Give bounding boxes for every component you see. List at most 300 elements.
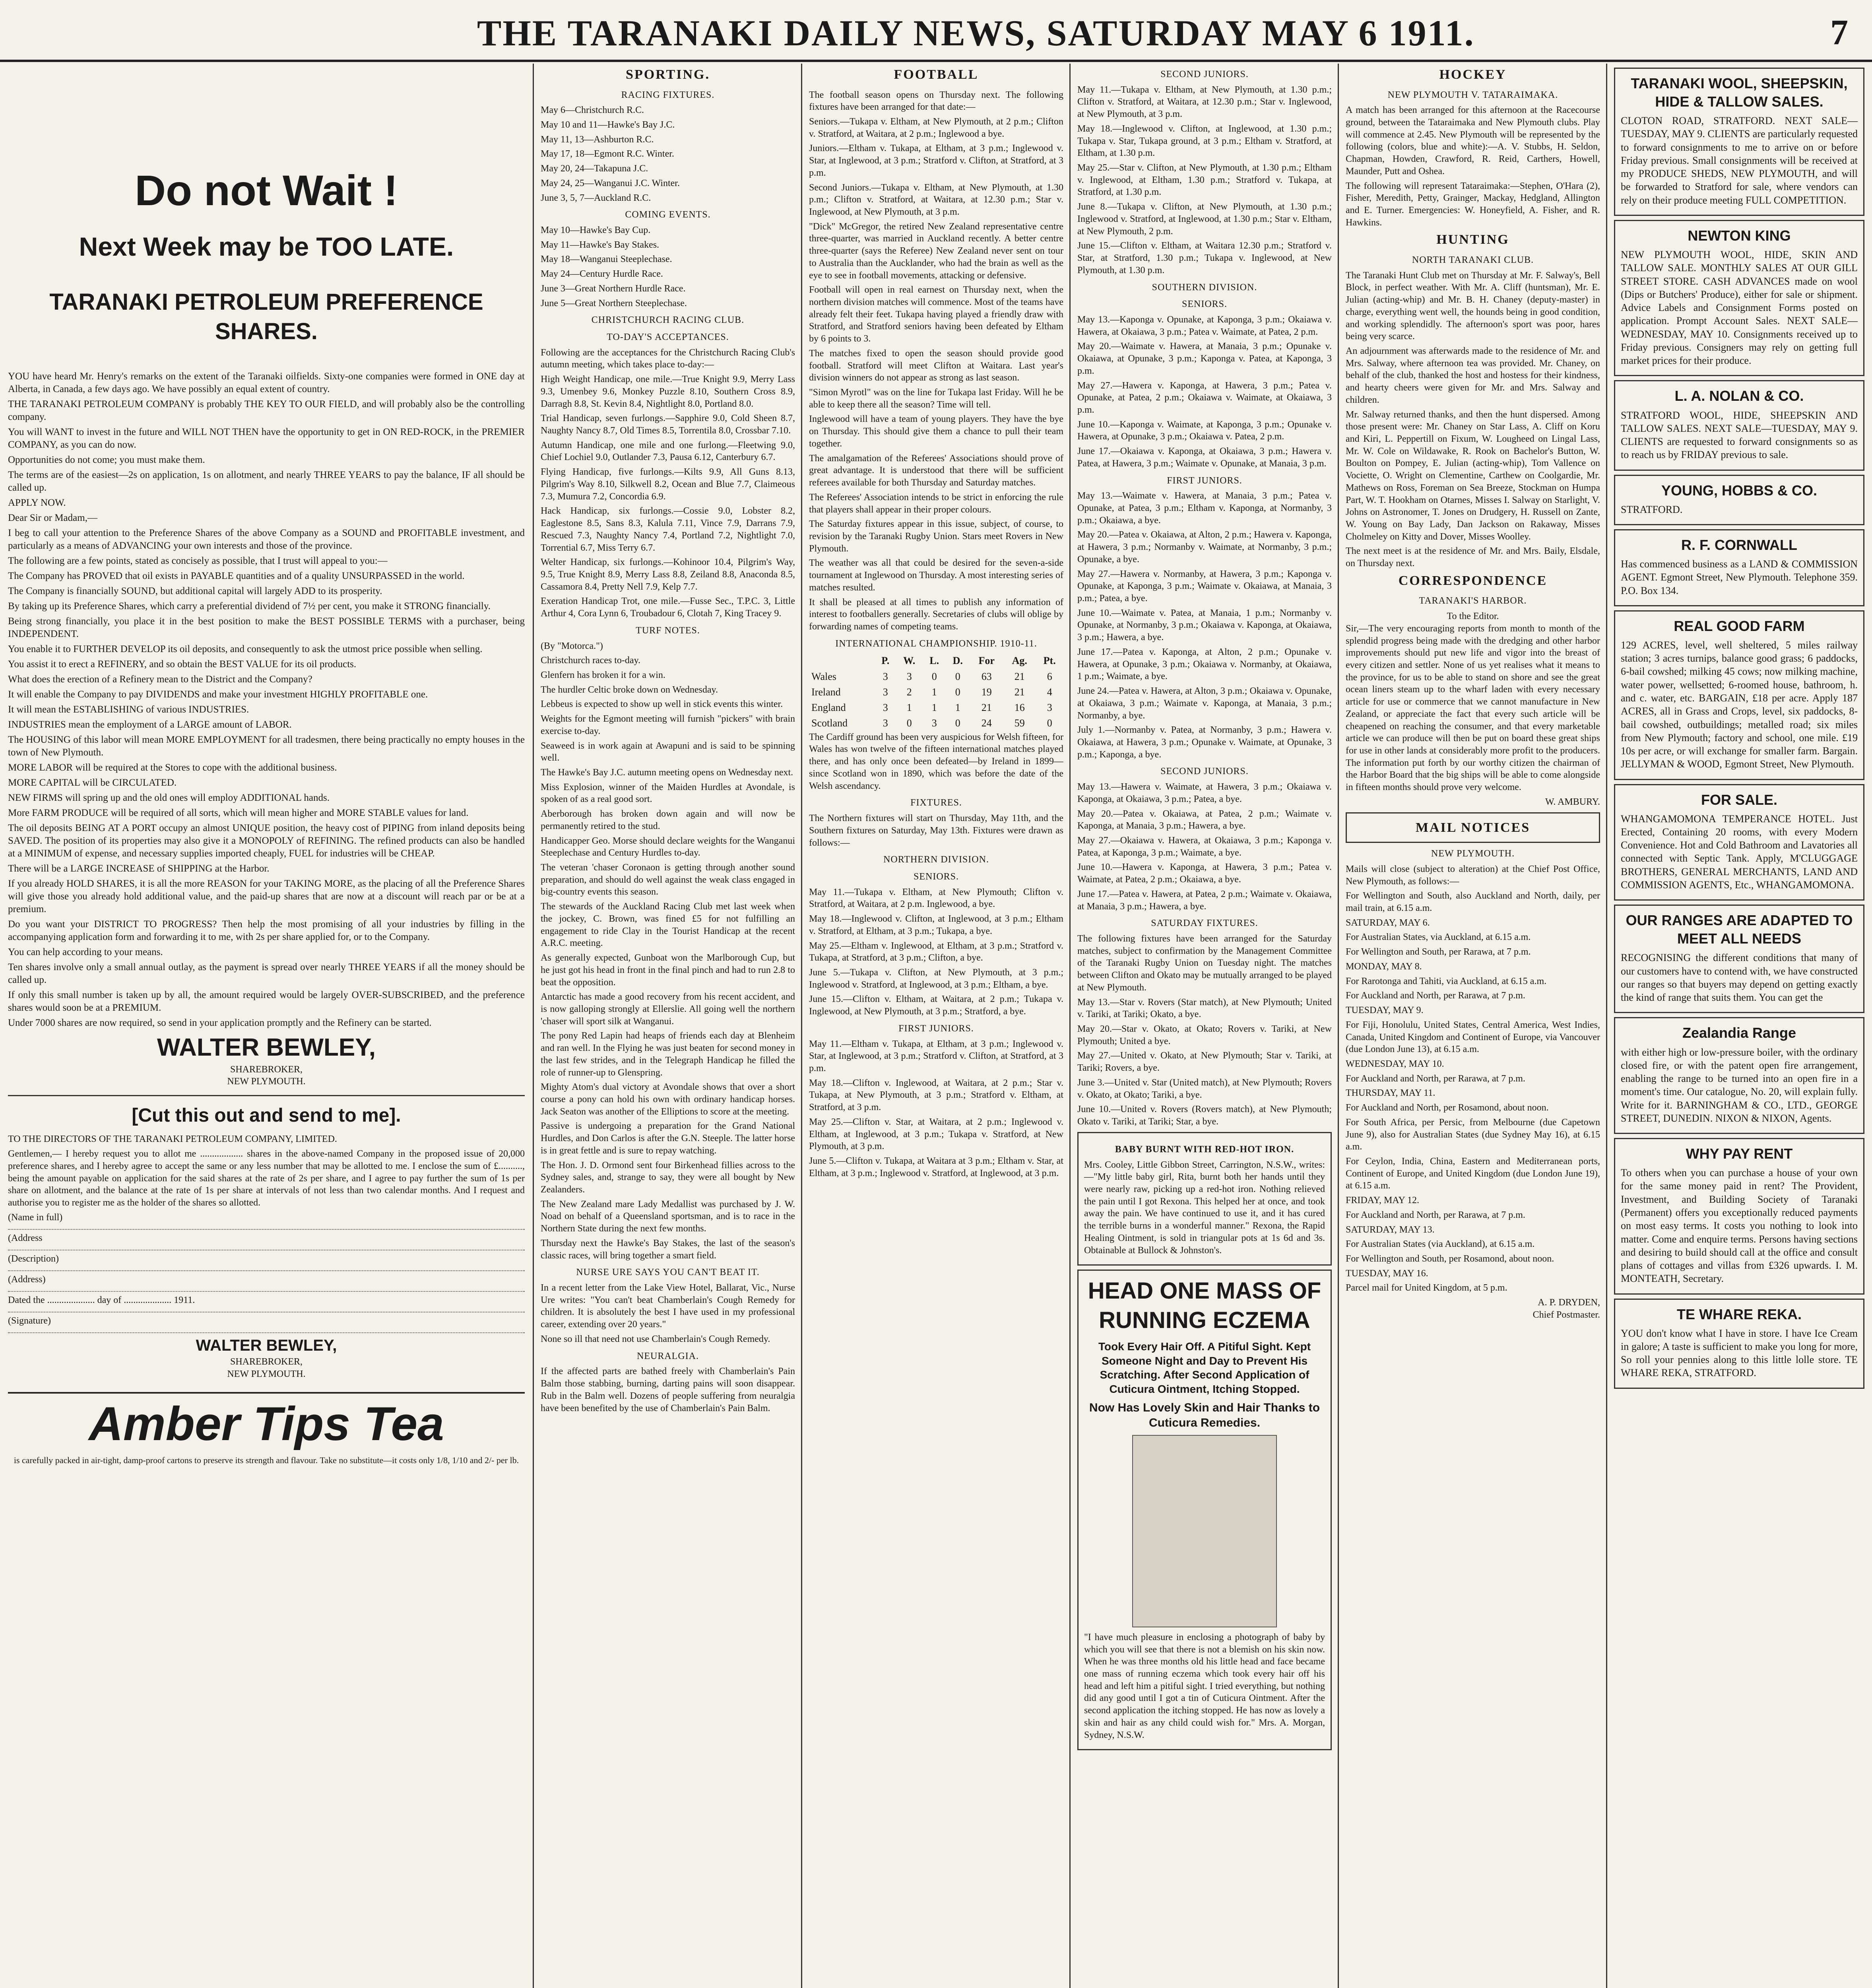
football-paragraph: "Simon Myrotl" was on the line for Tukapa last Friday. Will he be able to keep there all the season? Time will tell. [809,387,1063,410]
table-cell: 2 [906,686,912,698]
correspondence-title: TARANAKI'S HARBOR. [1419,596,1527,606]
headline-petroleum-shares: TARANAKI PETROLEUM PREFERENCE SHARES. [49,289,483,344]
nurse-ure-paragraph: In a recent letter from the Lake View Hotel, Ballarat, Vic., Nurse Ure writes: "You can't beat Chamberlain's Cough Remedy for children. It is absolutely the best I have used in my professional career, extending over 20 years." [541,1283,795,1330]
football-news [809,89,1063,633]
ad-paragraph: THE TARANAKI PETROLEUM COMPANY is probably THE KEY TO OUR FIELD, and will probably also be the controlling company. [8,399,525,423]
turf-note: Miss Explosion, winner of the Maiden Hurdles at Avondale, is spoken of as a real good sort. [541,782,795,805]
fixture-entry: June 15.—Clifton v. Eltham, at Waitara, at 2 p.m.; Tukapa v. Inglewood, at New Plymouth, at 3 p.m.; Stratford, a bye. [809,994,1063,1017]
classified-ad [1614,380,1864,470]
fixture-entry: June 5.—Tukapa v. Clifton, at New Plymouth, at 3 p.m.; Inglewood v. Stratford, at Inglewood, at 3 p.m.; Eltham, a bye. [809,967,1063,990]
turf-note: The Hon. J. D. Ormond sent four Birkenhead fillies across to the Sydney sales, and, strange to say, they were all bought by New Zealanders. [541,1160,795,1195]
turf-note: Christchurch races to-day. [541,655,641,666]
fixture-entry: May 18.—Inglewood v. Clifton, at Inglewood, at 1.30 p.m.; Tukapa v. Star, Tukapa ground, at 3 p.m.; Eltham v. Stratford, at Eltham, at 1.30 p.m. [1077,123,1332,159]
ad-paragraph: It will enable the Company to pay DIVIDENDS and make your investment HIGHLY PROFITABLE one. [8,689,428,700]
baby-photo-illustration [1132,1435,1277,1627]
ad-paragraph: Opportunities do not come; you must make them. [8,454,205,466]
ad-paragraph: You will WANT to invest in the future and WILL NOT THEN have the opportunity to get in ON RED-ROCK, in the PREMIER COMPANY, as you can do now. [8,427,525,450]
table-cell: 3 [906,670,912,682]
table-cell: 63 [981,670,992,682]
correspondence-text: Sir,—The very encouraging reports from month to month of the splendid progress being made with the dredging and other harbor improvements should put new life and vigor into the breast of every citizen and settler. None of us yet realises what it means to the province, for us to be able to stand on shore and see the great ocean liners steam up to the wharf laden with every necessary article for use or commerce that we cannot manufacture in New Zealand, or appreciate the fact that every such article will be cheapened on reaching the consumer, and that every marketable article we can produce will then be put on board these great ships for use in other lands at considerably more profit to the producers. The information put forth by our worthy citizen the chairman of the Harbor Board that the big ships will be able to come alongside in fifteen months should prove very welcome. [1346,623,1600,793]
masthead-title: THE TARANAKI DAILY NEWS, SATURDAY MAY 6 1911. [477,13,1475,53]
ad-paragraph: It will mean the ESTABLISHING of various INDUSTRIES. [8,704,249,715]
masthead [0,0,1872,62]
fixture-entry: June 10.—Hawera v. Kaponga, at Hawera, 3 p.m.; Patea v. Waimate, at Patea, 2 p.m.; Okaiawa, a bye. [1077,862,1332,885]
table-header-cell: D. [952,655,963,667]
headline-next-week: Next Week may be TOO LATE. [79,232,454,262]
fixture-entry: June 17.—Patea v. Hawera, at Patea, 2 p.m.; Waimate v. Okaiawa, at Manaia, 3 p.m.; Hawera, a bye. [1077,889,1332,912]
ad-paragraph: The following are a few points, stated as concisely as possible, that I trust will appeal to you:— [8,555,388,567]
football-paragraph: Football will open in real earnest on Thursday next, when the northern division matches will commence. Most of the teams have already felt their feet. Tukapa having played a friendly draw with Stratford, and Stratford seniors having been defeated by Eltham by 6 points to 3. [809,285,1063,344]
mail-notice-line: For Ceylon, India, China, Eastern and Mediterranean ports, Continent of Europe, and United Kingdom (due London June 19), at 6.15 a.m. [1346,1156,1600,1191]
mail-notices-heading: MAIL NOTICES [1346,812,1600,843]
first-juniors-fixtures [809,1038,1063,1180]
turf-note: Mighty Atom's dual victory at Avondale shows that over a short course a pony can hold his own with ordinary handicap horses. Jack Seaton was another of the Elliptions to score at the meeting. [541,1082,795,1117]
classified-ad-heading: FOR SALE. [1701,791,1777,808]
column-classified-ads [1614,64,1864,1988]
football-paragraph: "Dick" McGregor, the retired New Zealand representative centre three-quarter, was married in Auckland recently. A better centre three-quarter (says the Referee) New Zealand never sent on tour to Australia than the Aucklander, who had the brain as well as the eye to see in football movements, attacking or defensive. [809,221,1063,281]
football-paragraph: The matches fixed to open the season should provide good football. Stratford will meet Clifton at Waitara. Last year's division winners do not appear as strong as last season. [809,348,1063,383]
fixture-entry: June 24.—Patea v. Hawera, at Alton, 3 p.m.; Okaiawa v. Opunake, at Okaiawa, 3 p.m.; Waimate v. Kaponga, at Manaia, 3 p.m.; Normanby, a bye. [1077,686,1332,721]
classified-ad-heading: WHY PAY RENT [1686,1145,1793,1162]
table-cell: 1 [955,702,960,714]
ad-paragraph: Ten shares involve only a small annual outlay, as the payment is spread over nearly THREE YEARS if all the money should be called up. [8,962,525,986]
fixture-entry: May 13.—Hawera v. Waimate, at Hawera, 3 p.m.; Okaiawa v. Kaponga, at Okaiawa, 3 p.m.; Patea, a bye. [1077,782,1332,804]
classified-ad-heading: L. A. NOLAN & CO. [1674,388,1804,404]
form-field-line: (Description) [8,1253,525,1271]
cut-out-heading: [Cut this out and send to me]. [132,1105,401,1126]
ad-paragraph: NEW FIRMS will spring up and the old ones will employ ADDITIONAL hands. [8,792,330,804]
acceptance-entry: Following are the acceptances for the Christchurch Racing Club's autumn meeting, which takes place to-day:— [541,347,795,370]
table-cell: 19 [981,686,992,698]
turf-note: The pony Red Lapin had heaps of friends each day at Blenheim and ran well. In the Flying he was just beaten for second money in the last few strides, and in the Telegraph Handicap he filled the role of runner-up to Glenspring. [541,1031,795,1078]
classified-ad-text: STRATFORD. [1621,503,1683,515]
table-cell: 6 [1047,670,1052,682]
racing-fixture: May 11, 13—Ashburton R.C. [541,134,654,145]
acceptance-entry: Exeration Handicap Trot, one mile.—Fusse Sec., T.P.C. 3, Little Arthur 4, Cora Lynn 6, Troubadour 6, Clotah 7, King Tracey 9. [541,596,795,619]
turf-note: The stewards of the Auckland Racing Club met last week when the jockey, C. Brown, was fined £5 for not fulfilling an engagement to ride Clay in the Tourist Handicap at the recent A.R.C. meeting. [541,901,795,949]
ad-paragraph: There will be a LARGE INCREASE of SHIPPING at the Harbor. [8,863,270,874]
table-cell: 21 [1014,686,1025,698]
coming-event: May 10—Hawke's Bay Cup. [541,225,651,235]
fixtures-intro: The Northern fixtures will start on Thursday, May 11th, and the Southern fixtures on Saturday, May 13th. Fixtures were drawn as follows:— [809,813,1063,848]
correspondence-heading: CORRESPONDENCE [1398,573,1548,588]
column-football [809,64,1063,1988]
classified-ad-heading: YOUNG, HOBBS & CO. [1661,482,1818,499]
fixture-entry: June 10.—United v. Rovers (Rovers match), at New Plymouth; Okato v. Tariki, at Tariki; Star, a bye. [1077,1104,1332,1127]
petroleum-ad-body [8,370,525,1029]
fixture-entry: May 27.—United v. Okato, at New Plymouth; Star v. Tariki, at Tariki; Rovers, a bye. [1077,1050,1332,1074]
nurse-ure-heading: NURSE URE SAYS YOU CAN'T BEAT IT. [576,1267,760,1278]
amber-tips-tea-ad: Amber Tips Tea [8,1392,525,1455]
column-hockey-hunting [1346,64,1600,1988]
classified-ad-text: RECOGNISING the different conditions that many of our customers have to contend with, we have constructed our ranges so that buyers may depend on getting exactly the kind of range that suits them. You can get the [1621,952,1858,1004]
racing-fixture: May 6—Christchurch R.C. [541,105,644,116]
turf-notes-heading: TURF NOTES. [636,625,700,636]
fixture-entry: May 13.—Star v. Rovers (Star match), at New Plymouth; United v. Tariki, at Tariki; Okato, a bye. [1077,997,1332,1020]
table-cell: 4 [1047,686,1052,698]
table-cell: 0 [1047,717,1052,729]
fixture-entry: June 3.—United v. Star (United match), at New Plymouth; Rovers v. Okato, at Okato; Tariki, a bye. [1077,1077,1332,1100]
saturday-fixtures-list [1077,996,1332,1128]
rexona-heading: BABY BURNT WITH RED-HOT IRON. [1115,1144,1294,1155]
acceptance-entry: Trial Handicap, seven furlongs.—Sapphire 9.0, Cold Sheen 8.7, Naughty Nancy 8.7, Old Times 8.5, Torrentila 8.0, Crossbar 7.10. [541,413,795,436]
ad-paragraph: The HOUSING of this labor will mean MORE EMPLOYMENT for all tradesmen, there being practically no empty houses in the town of New Plymouth. [8,734,525,758]
column-rule [801,64,802,1988]
classified-ad-heading: Zealandia Range [1682,1025,1796,1041]
fixture-entry: May 11.—Eltham v. Tukapa, at Eltham, at 3 p.m.; Inglewood v. Star, at Inglewood, at 3 p.m.; Stratford v. Clifton, at Stratford, at 3 p.m. [809,1039,1063,1074]
table-cell: 21 [1014,670,1025,682]
turf-note: The Hawke's Bay J.C. autumn meeting opens on Wednesday next. [541,767,793,778]
rexona-text: Mrs. Cooley, Little Gibbon Street, Carrington, N.S.W., writes:—"My little baby girl, Rita, burnt both her hands until they were nearly raw, picking up a red-hot iron. Nothing relieved the pain until I got Rexona. This helped her at once, and took away the pain. We have continued to use it, and it has cured the terrible burns in a wonderful manner." Rexona, the Rapid Healing Ointment, is sold in triangular pots at 1s 6d and 3s. Obtainable at Bullock & Johnston's. [1084,1159,1325,1256]
turf-note: Seaweed is in work again at Awapuni and is said to be spinning well. [541,740,795,763]
football-paragraph: The Saturday fixtures appear in this issue, subject, of course, to revision by the Taranaki Rugby Union. Stars meet Rovers in New Plymouth. [809,519,1063,554]
hunting-paragraph: An adjournment was afterwards made to the residence of Mr. and Mrs. Salway, where afternoon tea was provided. Mr. Chaney, on behalf of the club, thanked the host and hostess for their kindness, and hearty cheers were given for Mr. and Mrs. Salway and children. [1346,346,1600,405]
racing-fixture: May 10 and 11—Hawke's Bay J.C. [541,119,675,130]
table-cell: 3 [883,702,888,714]
table-row [809,715,1063,731]
fixture-entry: May 25.—Clifton v. Star, at Waitara, at 2 p.m.; Inglewood v. Eltham, at Inglewood, at 3 p.m.; Tukapa v. Stratford, at New Plymouth, at 3 p.m. [809,1116,1063,1152]
turf-note: Lebbeus is expected to show up well in stick events this winter. [541,699,783,710]
table-cell: 0 [906,717,912,729]
classified-ad-text: To others when you can purchase a house of your own for the same money paid in rent? The Provident, Investment, and Building Society of Taranaki (Permanent) offers you exceptionally reduced payments on most easy terms. It costs you nothing to look into matter. Come and enquire terms. Persons having sections and desiring to build should call at the office and consult plans of cottages and villas from £326 upwards. I. M. MONTEATH, Secretary. [1621,1167,1858,1285]
neuralgia-text: If the affected parts are bathed freely with Chamberlain's Pain Balm those stabbing, burning, darting pains will soon disappear. Rub in the Balm well. Dozens of people suffering from neuralgia have been benefited by the use of Chamberlain's Pain Balm. [541,1366,795,1413]
fixture-entry: May 11.—Tukapa v. Eltham, at New Plymouth; Clifton v. Stratford, at Waitara, at 2 p.m. Inglewood, a bye. [809,887,1063,910]
acceptance-entry: Flying Handicap, five furlongs.—Kilts 9.9, All Guns 8.13, Pilgrim's Way 8.10, Silkwell 8.2, Ocean and Blue 7.7, Claimeous 7.3, Mumura 7.2, Concordia 6.9. [541,467,795,502]
football-paragraph: The Referees' Association intends to be strict in enforcing the rule that players shall appear in their proper colours. [809,492,1063,515]
fixture-entry: June 17.—Okaiawa v. Kaponga, at Okaiawa, 3 p.m.; Hawera v. Patea, at Hawera, 3 p.m.; Waimate v. Opunake, at Manaia, 3 p.m. [1077,446,1332,469]
table-header-cell: L. [929,655,939,667]
hunting-heading: HUNTING [1436,232,1509,247]
mail-notice-line: For South Africa, per Persic, from Melbourne (due Capetown June 9), also for Australian States (due Sydney May 16), at 6.15 a.m. [1346,1117,1600,1152]
turf-notes-list [541,640,795,1262]
hockey-text-2: The following will represent Tataraimaka:—Stephen, O'Hara (2), Fisher, Meredith, Petty, Grainger, Mackay, Hedgland, Allington and E. Turner. Emergencies: W. Honeyfield, A. Fisher, and R. Hawkins. [1346,181,1600,228]
classified-ad-heading: NEWTON KING [1688,227,1791,244]
classified-ad-heading: REAL GOOD FARM [1674,617,1805,634]
table-cell: 1 [906,702,912,714]
ad-paragraph: By taking up its Preference Shares, which carry a preferential dividend of 7½ per cent, you make it STRONG financially. [8,601,491,612]
neuralgia-heading: NEURALGIA. [637,1351,699,1361]
ad-paragraph: If you already HOLD SHARES, it is all the more REASON for your TAKING MORE, as the placing of all the Preference Shares will give those you already hold additional value, and the paid-up shares that are now at a discount will reach par or be at a premium. [8,878,525,915]
mail-notice-line: SATURDAY, MAY 6. [1346,917,1430,928]
ad-paragraph: More FARM PRODUCE will be required of all sorts, which will mean higher and MORE STABLE values for land. [8,808,469,819]
fixture-entry: June 10.—Kaponga v. Waimate, at Kaponga, 3 p.m.; Opunake v. Hawera, at Opunake, 3 p.m.; Okaiawa v. Patea, 2 p.m. [1077,419,1332,442]
ad-paragraph: The oil deposits BEING AT A PORT occupy an almost UNIQUE position, the heavy cost of PIPING from inland deposits being SAVED. The position of its properties may also give it a MONOPOLY of REFINING. The refined products can also be handled at a MINIMUM of expense, and necessary supplies imported cheaply, FUEL for industries will be CHEAP. [8,823,525,859]
mail-notice-line: For Wellington and South, per Rarawa, at 7 p.m. [1346,947,1531,957]
cuticura-headline-2: RUNNING ECZEMA [1099,1307,1310,1334]
turf-note: The veteran 'chaser Coronaon is getting through another sound preparation, and should do well against the weak class engaged in big-country events this season. [541,862,795,897]
ad-paragraph: You enable it to FURTHER DEVELOP its oil deposits, and consequently to ask the utmost price possible when selling. [8,644,483,655]
rexona-ad [1077,1132,1332,1266]
saturday-fixtures-intro: The following fixtures have been arranged for the Saturday matches, subject to confirmation by the Management Committee of the Taranaki Rugby Union on Tuesday night. The matches between Clifton and Okato may be mutually arranged to be played at New Plymouth. [1077,934,1332,993]
classified-ad-text: NEW PLYMOUTH WOOL, HIDE, SKIN AND TALLOW SALE. MONTHLY SALES AT OUR GILL STREET STORE. CASH ADVANCES made on wool (Dips or Butchers' Produce), either for sale or shipment. Advice Labels and Consignment Forms posted on application. Prompt Account Sales. NEXT SALE—WEDNESDAY, MAY 10. Consignments received up to Friday previous. Consigners may rely on getting full market prices for their produce. [1621,249,1858,367]
fixture-entry: May 13.—Waimate v. Hawera, at Manaia, 3 p.m.; Patea v. Opunake, at Patea, 3 p.m.; Eltham v. Kaponga, at Normanby, 3 p.m.; Okaiawa, a bye. [1077,491,1332,526]
racing-fixtures-heading: RACING FIXTURES. [621,89,715,100]
table-cell: 0 [955,717,960,729]
saturday-fixtures-heading: SATURDAY FIXTURES. [1151,918,1258,929]
postmaster-name: A. P. DRYDEN, [1538,1297,1600,1308]
classified-ad-heading: R. F. CORNWALL [1681,536,1797,553]
signature-walter-bewley: WALTER BEWLEY, [157,1034,376,1062]
southern-seniors-fixtures [1077,314,1332,470]
mail-notice-line: THURSDAY, MAY 11. [1346,1088,1436,1099]
football-paragraph: The weather was all that could be desired for the seven-a-side tournament at Inglewood on Thursday. A most interesting series of matches resulted. [809,558,1063,593]
hunting-text [1346,270,1600,570]
classified-ad-heading: TE WHARE REKA. [1677,1306,1802,1322]
classified-ad-text: YOU don't know what I have in store. I have Ice Cream in galore; A taste is sufficient to make you long for more, So roll your pennies along to this little lolle store. TE WHARE REKA, STRATFORD. [1621,1327,1858,1379]
coming-event: May 24—Century Hurdle Race. [541,269,663,280]
form-field-line: (Address) [8,1274,525,1292]
mail-notice-line: Mails will close (subject to alteration) at the Chief Post Office, New Plymouth, as follows:— [1346,864,1600,887]
ad-paragraph: Being strong financially, you place it in the best position to make the BEST POSSIBLE TERMS with a purchaser, being INDEPENDENT. [8,616,525,640]
seniors-fixtures [809,886,1063,1018]
turf-note: Handicapper Geo. Morse should declare weights for the Wanganui Steeplechase and Century Hurdles to-day. [541,835,795,858]
ad-paragraph: INDUSTRIES mean the employment of a LARGE amount of LABOR. [8,719,292,730]
racing-fixture: June 3, 5, 7—Auckland R.C. [541,192,651,203]
table-cell: England [811,702,846,714]
second-juniors-heading: SECOND JUNIORS. [1160,69,1249,80]
table-cell: 3 [931,717,937,729]
football-paragraph: The football season opens on Thursday next. The following fixtures have been arranged for that date:— [809,89,1063,113]
form-addressee: TO THE DIRECTORS OF THE TARANAKI PETROLEUM COMPANY, LIMITED. [8,1134,337,1145]
hunting-paragraph: The Taranaki Hunt Club met on Thursday at Mr. F. Salway's, Bell Block, in perfect weather. With Mr. A. Cliff (huntsman), Mr. E. Julian (acting-whip) and Mr. B. H. Chaney (deputy-master) in charge, everything went well, the hounds being in good condition, and working splendidly. The afternoon's sport was poor, hares being very scarce. [1346,270,1600,342]
table-cell: Wales [811,670,836,682]
mail-notice-line: MONDAY, MAY 8. [1346,961,1422,972]
acceptance-entry: Hack Handicap, six furlongs.—Cossie 9.0, Lobster 8.2, Eaglestone 8.5, Sans 8.3, Kalula 7.11, Vince 7.9, Darrans 7.9, Rescued 7.3, Naughty Nancy 7.4, Portland 7.2, Nightlight 7.0, Torrential 6.7, Miss Terry 6.7. [541,506,795,553]
table-cell: 21 [981,702,992,714]
table-cell: 3 [883,717,888,729]
southern-division-heading: SOUTHERN DIVISION. [1152,282,1257,293]
international-note: The Cardiff ground has been very auspicious for Welsh fifteen, for Wales has won twelve of the fifteen international matches played there, and has only once been defeated—by Ireland in 1899—since Scotland won in 1890, which was before the date of the Welsh ascendancy. [809,732,1063,791]
table-cell: 0 [955,670,960,682]
form-field-line: (Signature) [8,1315,525,1333]
mail-notice-line: For Auckland and North, per Rosamond, about noon. [1346,1103,1549,1113]
fixture-entry: June 10.—Waimate v. Patea, at Manaia, 1 p.m.; Normanby v. Opunake, at Normanby, 3 p.m.; Okaiawa v. Kaponga, at Okaiawa, 3 p.m.; Hawera, a bye. [1077,608,1332,643]
turf-note: Aberborough has broken down again and will now be permanently retired to the stud. [541,809,795,831]
fixture-entry: May 27.—Okaiawa v. Hawera, at Okaiawa, 3 p.m.; Kaponga v. Patea, at Kaponga, 3 p.m.; Waimate, a bye. [1077,835,1332,858]
table-cell: Ireland [811,686,841,698]
racing-fixture: May 17, 18—Egmont R.C. Winter. [541,149,674,159]
hunting-paragraph: The next meet is at the residence of Mr. and Mrs. Baily, Elsdale, on Thursday next. [1346,546,1600,569]
mail-notice-line: FRIDAY, MAY 12. [1346,1195,1419,1206]
classified-ad [1614,220,1864,376]
football-heading: FOOTBALL [894,67,979,82]
classified-ad [1614,610,1864,780]
cuticura-text: "I have much pleasure in enclosing a photograph of baby by which you will see that there is not a blemish on his skin now. When he was three months old his little head and face became one mass of running eczema which took every hair off his head and left him a pitiful sight. I tried everything, but nothing did any good until I got a tin of Cuticura Ointment. After the second application the itching stopped. He has now as lovely a skin and hair as any child could wish for." Mrs. A. Morgan, Sydney, N.S.W. [1084,1632,1325,1740]
fixture-entry: May 20.—Waimate v. Hawera, at Manaia, 3 p.m.; Opunake v. Okaiawa, at Opunake, 3 p.m.; Kaponga v. Patea, at Kaponga, 3 p.m. [1077,341,1332,376]
acceptances-heading: TO-DAY'S ACCEPTANCES. [607,332,729,343]
mail-notice-line: For Auckland and North, per Rarawa, at 7 p.m. [1346,1209,1525,1220]
hunting-paragraph: Mr. Salway returned thanks, and then the hunt dispersed. Among those present were: Mr. Chaney on Star Lass, A. Cliff on Koru and Kiri, L. Peppertill on Fixum, W. Lougheed on Lingal Lass, Mr. W. Cole on Wildawake, R. Rook on Bachelor's Button, W. Boulton on Pompey, E. Julian (acting-whip), Tom Vallence on Vociette, O. Wright on Clementine, Carthew on Coolgardie, Mr. Mathews on Ross, Foreman on Sea Breeze, Stockman on Humpa Part, W. T. Hookham on Otarnes, Misses I. Salway on Starlight, V. Johns on Astronomer, T. Jones on Drudgery, H. Russell on Zante, W. Young on Bay Lady, Dan Jackson on Rakaway, Misses Cholmeley on Kitty and Dover, Misses Woolley. [1346,409,1600,542]
column-rule [1606,64,1607,1988]
amber-tips-tea-small: is carefully packed in air-tight, damp-proof cartons to preserve its strength and flavour. Take no substitute—it costs only 1/8, 1/10 and 2/- per lb. [14,1455,519,1465]
fixture-entry: May 20.—Star v. Okato, at Okato; Rovers v. Tariki, at New Plymouth; United a bye. [1077,1024,1332,1046]
classified-ad-text: 129 ACRES, level, well sheltered, 5 miles railway station; 3 acres turnips, balance good grass; 6 paddocks, 6-bail cowshed; milking 45 cows; now milking machine, water power, wellsetted; 6-roomed house, bathroom, h. and c. water, etc. BARGAIN, £18 per acre. Apply 187 ACRES, all in Grass and Crops, level, six paddocks, 8-bail cowshed, outbuildings; metalled road; six miles from New Plymouth; factory and school, one mile. £19 10s per acre, or will exchange for smaller farm. Bargain. JELLYMAN & WOOD, Egmont Street, New Plymouth. [1621,639,1858,770]
ad-paragraph: The terms are of the easiest—2s on application, 1s on allotment, and nearly THREE YEARS to pay the balance, IF all should be called up. [8,470,525,493]
turf-note: The hurdler Celtic broke down on Wednesday. [541,684,718,695]
ad-paragraph: Do you want your DISTRICT TO PROGRESS? Then help the most promising of all your industries by filling in the accompanying application form and forwarding it to me, with 2s per share applied for, or to the Company. [8,919,525,943]
football-paragraph: Juniors.—Eltham v. Tukapa, at Eltham, at 3 p.m.; Inglewood v. Star, at Inglewood, at 3 p.m.; Stratford v. Clifton, at Stratford, at 3 p.m. [809,143,1063,178]
mail-notice-line: For Fiji, Honolulu, United States, Central America, West Indies, Canada, United Kingdom and Continent of Europe, via Vancouver (due London June 13), at 6.15 a.m. [1346,1019,1600,1055]
table-header-cell: For [978,655,995,667]
postmaster-title: Chief Postmaster. [1533,1309,1600,1320]
ad-paragraph: The Company is financially SOUND, but additional capital will largely ADD to its prosperity. [8,586,382,597]
mail-notice-line: Parcel mail for United Kingdom, at 5 p.m. [1346,1283,1507,1293]
classified-ad-text: STRATFORD WOOL, HIDE, SHEEPSKIN AND TALLOW SALES. NEXT SALE—TUESDAY, MAY 9. CLIENTS are requested to forward consignments so as to reach us by FRIDAY previous to sale. [1621,409,1858,461]
column-rule [1338,64,1339,1988]
table-cell: Scotland [811,717,848,729]
nurse-ure-text [541,1282,795,1345]
table-cell: 3 [883,686,888,698]
football-paragraph: Seniors.—Tukapa v. Eltham, at New Plymouth, at 2 p.m.; Clifton v. Stratford, at Waitara, at 2 p.m.; Inglewood a bye. [809,116,1063,139]
correspondence-to: To the Editor. [1447,611,1499,622]
hockey-text: A match has been arranged for this afternoon at the Racecourse ground, between the Tataraimaka and New Plymouth clubs. Play will commence at 2.45. New Plymouth will be represented by the following (colors, blue and white):—A. V. Stubbs, H. Seldon, Chapman, Howden, Crawford, R. Reid, Carthers, Howell, Maunder, Putt and Oshea. [1346,105,1600,177]
hockey-title: NEW PLYMOUTH V. TATARAIMAKA. [1387,89,1558,100]
mail-notice-line: SATURDAY, MAY 13. [1346,1224,1435,1235]
mail-notice-line: For Auckland and North, per Rarawa, at 7 p.m. [1346,990,1525,1001]
form-field-line: (Address [8,1232,525,1250]
form-field-line: (Name in full) [8,1211,525,1230]
turf-note: The New Zealand mare Lady Medallist was purchased by J. W. Noad on behalf of a Queensland sportsman, and is to race in the Northern State during the next few months. [541,1199,795,1234]
classified-ad-heading: TARANAKI WOOL, SHEEPSKIN, HIDE & TALLOW SALES. [1631,75,1848,110]
page-number: 7 [1830,13,1848,52]
turf-note: Weights for the Egmont meeting will furnish "pickers" with brain exercise to-day. [541,714,795,736]
ad-paragraph: Under 7000 shares are now required, so send in your application promptly and the Refinery can be started. [8,1017,432,1029]
classified-ad [1614,905,1864,1013]
ad-paragraph: You assist it to erect a REFINERY, and so obtain the BEST VALUE for its oil products. [8,659,357,670]
headline-do-not-wait: Do not Wait ! [135,166,398,214]
ad-paragraph: You can help according to your means. [8,947,163,958]
coming-event: June 5—Great Northern Steeplechase. [541,298,687,309]
turf-note: As generally expected, Gunboat won the Marlborough Cup, but he just got his head in front in the final pinch and had to run 2.8 to beat the opposition. [541,953,795,988]
second-juniors-fixtures [1077,84,1332,277]
classified-ad-heading: OUR RANGES ARE ADAPTED TO MEET ALL NEEDS [1626,912,1853,947]
table-cell: 16 [1014,702,1025,714]
acceptances-list [541,347,795,620]
table-cell: 0 [931,670,937,682]
fixture-entry: May 13.—Kaponga v. Opunake, at Kaponga, 3 p.m.; Okaiawa v. Hawera, at Okaiawa, 3 p.m.; Patea v. Waimate, at Patea, 2 p.m. [1077,314,1332,337]
cuticura-headline-1: HEAD ONE MASS OF [1088,1278,1321,1304]
table-header-cell: P. [881,655,890,667]
football-paragraph: Second Juniors.—Tukapa v. Eltham, at New Plymouth, at 1.30 p.m.; Clifton v. Stratford, at Waitara, at 12.30 p.m.; Star v. Inglewood, at New Plymouth, at 3 p.m. [809,182,1063,217]
table-header-cell: Ag. [1012,655,1027,667]
fixture-entry: May 11.—Tukapa v. Eltham, at New Plymouth, at 1.30 p.m.; Clifton v. Stratford, at Waitara, at 12.30 p.m.; Star v. Inglewood, at New Plymouth, at 3 p.m. [1077,84,1332,120]
coming-event: June 3—Great Northern Hurdle Race. [541,283,686,294]
signature-title: SHAREBROKER, [230,1064,303,1075]
classified-ad [1614,475,1864,525]
table-header-cell [809,653,875,668]
nurse-ure-paragraph: None so ill that need not use Chamberlain's Cough Remedy. [541,1334,770,1344]
turf-note: Passive is undergoing a preparation for the Grand National Hurdles, and Don Carlos is after the G.N. Steeple. The latter horse is in great fettle and is sure to repay watching. [541,1121,795,1156]
form-signature-title: SHAREBROKER, [230,1356,303,1367]
racing-fixture: May 24, 25—Wanganui J.C. Winter. [541,178,680,188]
table-header-cell: W. [903,655,916,667]
table-header-cell: Pt. [1043,655,1056,667]
table-row [809,700,1063,715]
ad-paragraph: What does the erection of a Refinery mean to the District and the Company? [8,674,312,685]
acceptance-entry: High Weight Handicap, one mile.—True Knight 9.9, Merry Lass 9.3, Umenbey 9.6, Monkey Puzzle 8.10, Southern Cross 8.9, Darragh 8.8, St. Kevin 8.4, Nightlight 8.0, Portland 8.0. [541,374,795,409]
fixture-entry: July 1.—Normanby v. Patea, at Normanby, 3 p.m.; Hawera v. Okaiawa, at Hawera, 3 p.m.; Opunake v. Waimate, at Opunake, 3 p.m.; Kaponga, a bye. [1077,725,1332,760]
football-paragraph: Inglewood will have a team of young players. They have the bye on Thursday. This should give them a chance to pull their team together. [809,414,1063,449]
southern-seniors-heading: SENIORS. [1181,299,1228,310]
southern-first-juniors-heading: FIRST JUNIORS. [1167,475,1242,486]
column-rule [1069,64,1071,1988]
table-cell: 0 [955,686,960,698]
turf-note: Glenfern has broken it for a win. [541,670,665,680]
ad-paragraph: I beg to call your attention to the Preference Shares of the above Company as a SOUND and PROFITABLE investment, and particularly as a means of ADVANCING your own interests and those of the province. [8,528,525,551]
fixture-entry: May 20.—Patea v. Okaiawa, at Patea, 2 p.m.; Waimate v. Kaponga, at Manaia, 3 p.m.; Hawera, a bye. [1077,808,1332,831]
mail-notice-line: TUESDAY, MAY 16. [1346,1268,1428,1279]
classified-ad-text: Has commenced business as a LAND & COMMISSION AGENT. Egmont Street, New Plymouth. Telephone 359. P.O. Box 134. [1621,558,1858,596]
fixture-entry: June 17.—Patea v. Kaponga, at Alton, 2 p.m.; Opunake v. Hawera, at Opunake, 3 p.m.; Okaiawa v. Normanby, at Okaiawa, 1 p.m.; Waimate, a bye. [1077,646,1332,682]
cuticura-subhead: Took Every Hair Off. A Pitiful Sight. Kept Someone Night and Day to Prevent His Scratching. After Second Application of Cuticura Ointment, Itching Stopped. [1098,1340,1311,1396]
acceptance-entry: Welter Handicap, six furlongs.—Kohinoor 10.4, Pilgrim's Way, 9.5, True Knight 8.9, Merry Lass 8.8, Zeiland 8.8, Anaconda 8.5, Cassamora 8.4, Pretty Nell 7.9, Kelp 7.7. [541,557,795,592]
form-field-line: Dated the .................... day of .................... 1911. [8,1294,525,1312]
mail-notice-line: For Wellington and South, also Auckland and North, daily, per mail train, at 6.15 a.m. [1346,891,1600,914]
classified-ad [1614,1017,1864,1134]
coming-events-list [541,224,795,309]
column-petroleum-ad [8,64,525,1988]
form-signature: WALTER BEWLEY, [196,1336,337,1354]
fixture-entry: June 5.—Clifton v. Tukapa, at Waitara at 3 p.m.; Eltham v. Star, at Eltham, at 3 p.m.; Inglewood v. Stratford, at Inglewood, at 3 p.m. [809,1156,1063,1178]
table-row [809,684,1063,700]
mail-notice-line: For Rarotonga and Tahiti, via Auckland, at 6.15 a.m. [1346,976,1547,986]
mail-notice-line: TUESDAY, MAY 9. [1346,1005,1424,1016]
fixture-entry: May 25.—Star v. Clifton, at New Plymouth, at 1.30 p.m.; Eltham v. Inglewood, at Eltham, 1.30 p.m.; Stratford v. Tukapa, at Stratford, at 1.30 p.m. [1077,163,1332,198]
ad-paragraph: If only this small number is taken up by all, the amount required would be largely OVER-SUBSCRIBED, and the preference shares would soon be at a PREMIUM. [8,990,525,1013]
table-cell: 59 [1014,717,1025,729]
table-cell: 24 [981,717,992,729]
racing-fixture: May 20, 24—Takapuna J.C. [541,163,648,174]
coming-event: May 11—Hawke's Bay Stakes. [541,239,660,250]
northern-division-heading: NORTHERN DIVISION. [883,854,989,865]
fixture-entry: June 15.—Clifton v. Eltham, at Waitara 12.30 p.m.; Stratford v. Star, at Stratford, 1.30 p.m.; Tukapa v. Inglewood, at New Plymouth, at 1.30 p.m. [1077,241,1332,276]
fixture-entry: May 27.—Hawera v. Kaponga, at Hawera, 3 p.m.; Patea v. Opunake, at Patea, 2 p.m.; Okaiawa v. Waimate, at Okaiawa, 3 p.m. [1077,380,1332,415]
christchurch-racing-heading: CHRISTCHURCH RACING CLUB. [591,315,745,326]
form-fields [8,1211,525,1333]
column-fixtures [1077,64,1332,1988]
form-text: Gentlemen,— I hereby request you to allot me .................. shares in the above-named Company in the proposed issue of 20,000 preference shares, and I hereby agree to accept the same or any less number that may be allotted to me. I enclose the sum of £.........., being the amount payable on application for the said shares at the rate of 2s per share, and I agree to pay further the sum of 1s per share on allotment, and the balance at the rate of 1s per share at intervals of not less than two calendar months. And I request and authorise you to register me as the holder of the shares so allotted. [8,1149,525,1208]
classified-ad [1614,1299,1864,1389]
mail-notices-title: NEW PLYMOUTH. [1431,848,1515,859]
fixtures-heading: FIXTURES. [910,798,962,808]
table-cell: 3 [883,670,888,682]
mail-notice-line: For Australian States, via Auckland, at 6.15 a.m. [1346,932,1531,943]
ad-paragraph: Dear Sir or Madam,— [8,513,97,524]
southern-second-juniors-heading: SECOND JUNIORS. [1160,766,1249,777]
hunting-title: NORTH TARANAKI CLUB. [1412,254,1534,265]
mail-notice-line: WEDNESDAY, MAY 10. [1346,1058,1444,1069]
mail-notices-list [1346,863,1600,1294]
cuticura-subhead-2: Now Has Lovely Skin and Hair Thanks to Cuticura Remedies. [1089,1401,1320,1430]
ad-paragraph: APPLY NOW. [8,497,66,509]
turf-note: Antarctic has made a good recovery from his recent accident, and is now galloping strongly at Ellerslie. All going well the northern 'chaser will sport silk at Wanganui. [541,992,795,1027]
first-juniors-heading: FIRST JUNIORS. [898,1023,974,1034]
football-paragraph: The amalgamation of the Referees' Associations should prove of great advantage. It is understood that there will be sufficient referees available for both Thursday and Saturday matches. [809,453,1063,488]
ad-paragraph: The Company has PROVED that oil exists in PAYABLE quantities and of a quality UNSURPASSED in the world. [8,571,465,582]
correspondence-signature: W. AMBURY. [1545,796,1600,807]
classified-ad [1614,1138,1864,1294]
fixture-entry: May 18.—Inglewood v. Clifton, at Inglewood, at 3 p.m.; Eltham v. Stratford, at Eltham, at 3 p.m.; Tukapa, a bye. [809,914,1063,936]
mail-notice-line: For Australian States (via Auckland), at 6.15 a.m. [1346,1239,1535,1250]
table-cell: 1 [931,702,937,714]
ad-paragraph: YOU have heard Mr. Henry's remarks on the extent of the Taranaki oilfields. Sixty-one companies were formed in ONE day at Alberta, in Canada, a few days ago. We have possibly an equal extent of country. [8,371,525,395]
southern-first-juniors-fixtures [1077,490,1332,761]
turf-note: Thursday next the Hawke's Bay Stakes, the last of the season's classic races, will bring together a smart field. [541,1238,795,1261]
southern-second-juniors-fixtures [1077,781,1332,912]
table-row [809,669,1063,684]
football-paragraph: It shall be pleased at all times to publish any information of interest to footballers generally. Secretaries of clubs will oblige by forwarding names of competing teams. [809,597,1063,632]
classified-ad-text: WHANGAMOMONA TEMPERANCE HOTEL. Just Erected, Containing 20 rooms, with every Modern Convenience. Hot and Cold Bathroom and Lavatories all connected with Septic Tank. Apply, M'CLUGGAGE BROTHERS, GENERAL MERCHANTS, LAND AND COMMISSION AGENTS, Etc., WHANGAMOMONA. [1621,813,1858,891]
